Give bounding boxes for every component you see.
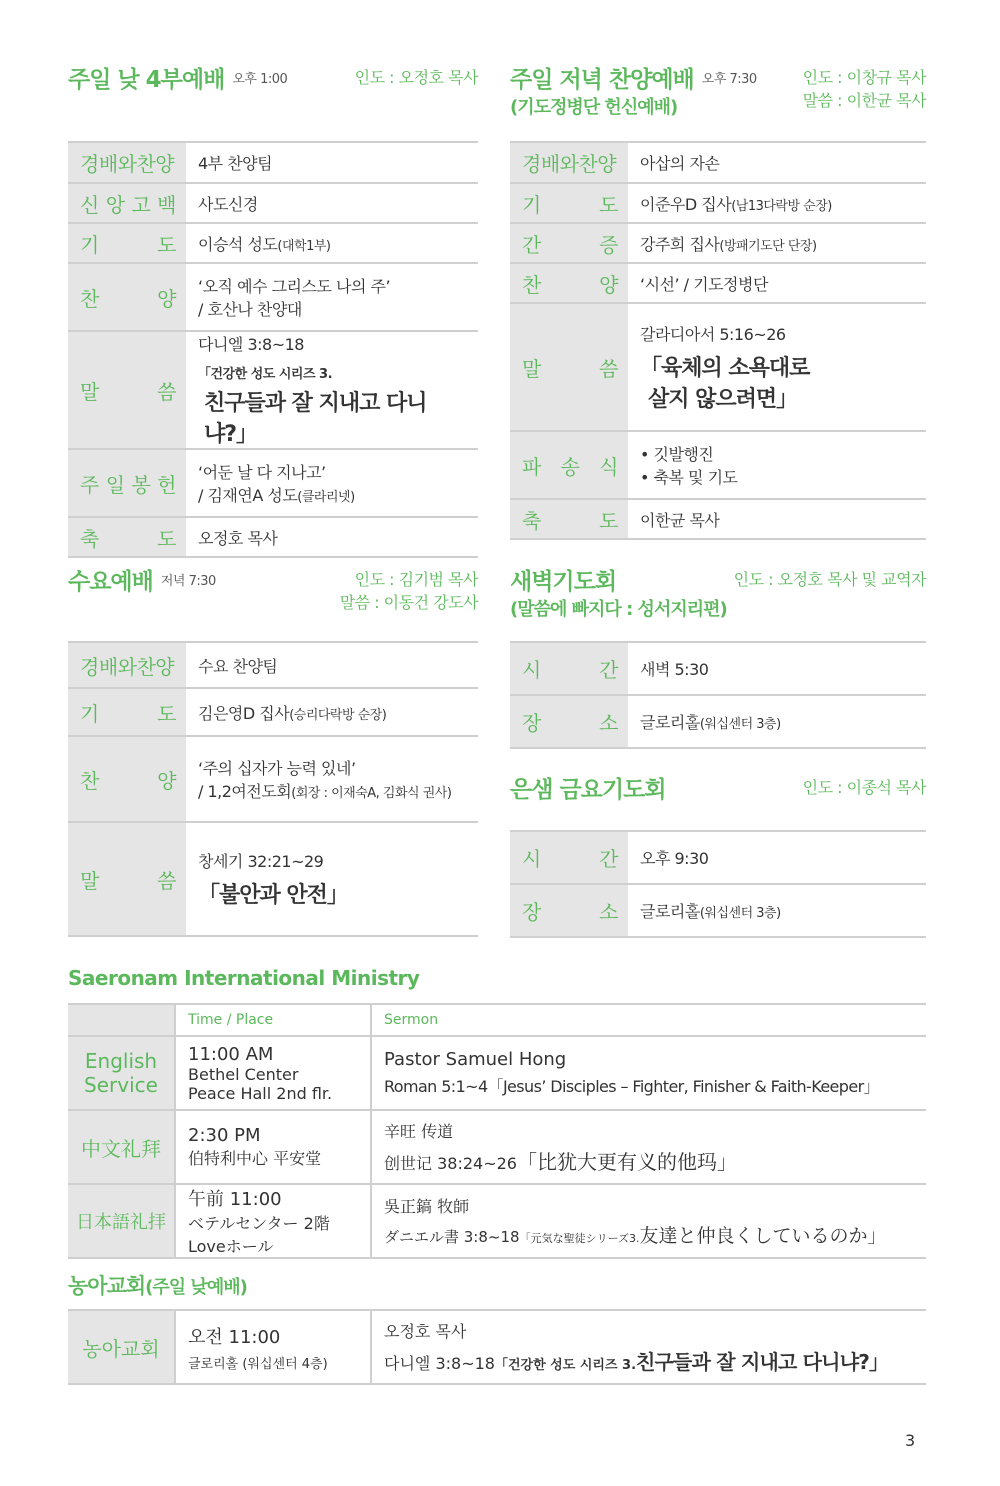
value: 글로리홀(워십센터 3층) [628, 884, 926, 937]
friday-program: 시 간 오후 9:30 장 소 글로리홀(워십센터 3층) [510, 830, 926, 938]
value: 수요 찬양팀 [186, 642, 478, 688]
value: 오후 9:30 [628, 831, 926, 884]
sunday-evening-subtitle: (기도정병단 헌신예배) [510, 97, 678, 118]
header-sermon: Sermon [371, 1004, 926, 1036]
value: 새벽 5:30 [628, 642, 926, 695]
dawn-title: 새벽기도회 (말씀에 빠지다 : 성서지리편) [510, 569, 727, 620]
friday-leader: 인도 : 이종석 목사 [802, 778, 926, 797]
table-row: 中文礼拜 2:30 PM 伯特利中心 平安堂 辛旺 传道 创世记 38:24~26「比犹大更有义的他玛」 [68, 1110, 926, 1184]
intl-title: Saeronam International Ministry [68, 966, 420, 990]
label: 경배와찬양 [68, 642, 186, 688]
table-row: English Service 11:00 AM Bethel Center Peace Hall 2nd flr. Pastor Samuel Hong Roman 5:1~4「Jesus’ Disciples – Fighter, Finisher & Faith-Keeper」 [68, 1036, 926, 1110]
value: 아삽의 자손 [628, 142, 926, 183]
wednesday-title: 수요예배 $^{저녁 7:30}$ [68, 569, 216, 595]
friday-title: 은샘 금요기도회 [510, 777, 666, 803]
kids-title: 농아교회(주일 낮예배) [68, 1274, 247, 1298]
label: 경배와찬양 [68, 142, 186, 183]
value: ‘시선’ / 기도정병단 [628, 263, 926, 303]
sunday-evening-program: 경배와찬양 아삽의 자손 기 도 이준우D 집사(남13다락방 순장) 간 증 강주희 집사(방패기도단 단장) 찬 양 ‘시선’ / 기도정병단 말 씀 갈라디아서 5:16~26 「육체의 소욕대로 살지 않으려면」 파 송 식 • 깃발행진 • 축복 및 기도 축 도 이한균 목사 [510, 141, 926, 540]
label-benediction: 축 도 [80, 526, 176, 551]
label-offering: 주 일 봉 헌 [80, 472, 176, 497]
sunday-4th-title: 주일 낮 4부예배 $^{오후 1:00}$ [68, 67, 288, 93]
label-prayer: 기 도 [80, 232, 176, 257]
label: 경배와찬양 [510, 142, 628, 183]
value: • 깃발행진 • 축복 및 기도 [628, 431, 926, 499]
sunday-4th-program [68, 141, 478, 558]
value: ‘어둔 날 다 지나고’ / 김재연A 성도(클라리넷) [186, 449, 478, 517]
wednesday-leaders: 인도 : 김기범 목사 말씀 : 이동건 강도사 [339, 570, 478, 612]
label-creed: 신 앙 고 백 [80, 192, 176, 217]
dawn-program: 시 간 새벽 5:30 장 소 글로리홀(워십센터 3층) [510, 641, 926, 749]
value: ‘주의 십자가 능력 있네’ / 1,2여전도회(회장 : 이재숙A, 김화식 권사) [186, 736, 478, 822]
value: 글로리홀(워십센터 3층) [628, 695, 926, 748]
intl-table [68, 1003, 926, 1259]
value: 4부 찬양팀 [186, 142, 478, 183]
value: 김은영D 집사(승리다락방 순장) [186, 688, 478, 736]
dawn-leader: 인도 : 오정호 목사 및 교역자 [733, 570, 926, 589]
sunday-4th-time: 오후 1:00 [232, 72, 288, 87]
value: ‘오직 예수 그리스도 나의 주’ / 호산나 찬양대 [186, 263, 478, 331]
kids-table [68, 1309, 926, 1385]
sunday-4th-leader: 인도 : 오정호 목사 [354, 68, 478, 87]
value: 이승석 성도(대학1부) [186, 223, 478, 263]
wednesday-program: 경배와찬양 수요 찬양팀 기 도 김은영D 집사(승리다락방 순장) 찬 양 ‘주의 십자가 능력 있네’ / 1,2여전도회(회장 : 이재숙A, 김화식 권사) 말 씀 창세기 32:21~29 「불안과 안전」 [68, 641, 478, 937]
value: 이준우D 집사(남13다락방 순장) [628, 183, 926, 223]
value: 갈라디아서 5:16~26 「육체의 소욕대로 살지 않으려면」 [628, 303, 926, 431]
value: 강주희 집사(방패기도단 단장) [628, 223, 926, 263]
value: 창세기 32:21~29 「불안과 안전」 [186, 822, 478, 936]
label-hymn: 찬 양 [80, 286, 176, 311]
header-time-place: Time / Place [175, 1004, 371, 1036]
sunday-evening-leaders: 인도 : 이창규 목사 말씀 : 이한균 목사 [802, 68, 926, 110]
value: 오정호 목사 [186, 517, 478, 557]
table-row: 日本語礼拝 午前 11:00 ベテルセンター 2階 Loveホール 吳正鎬 牧師 ダニエル書 3:8~18「元気な聖徒シリーズ3.友達と仲良くしているのか」 [68, 1184, 926, 1258]
sunday-evening-title: 주일 저녁 찬양예배 $^{오후 7:30}$ (기도정병단 헌신예배) [510, 66, 757, 122]
table-row: 농아교회 오전 11:00 글로리홀 (워십센터 4층) 오정호 목사 다니엘 3:8~18「건강한 성도 시리즈 3.친구들과 잘 지내고 다니냐?」 [68, 1310, 926, 1384]
value: 사도신경 [186, 183, 478, 223]
label-sermon: 말 씀 [80, 379, 176, 404]
value: 이한균 목사 [628, 499, 926, 539]
value: 다니엘 3:8~18 「건강한 성도 시리즈 3. 친구들과 잘 지내고 다니냐?」 [186, 331, 478, 449]
page-number: 3 [905, 1431, 916, 1450]
